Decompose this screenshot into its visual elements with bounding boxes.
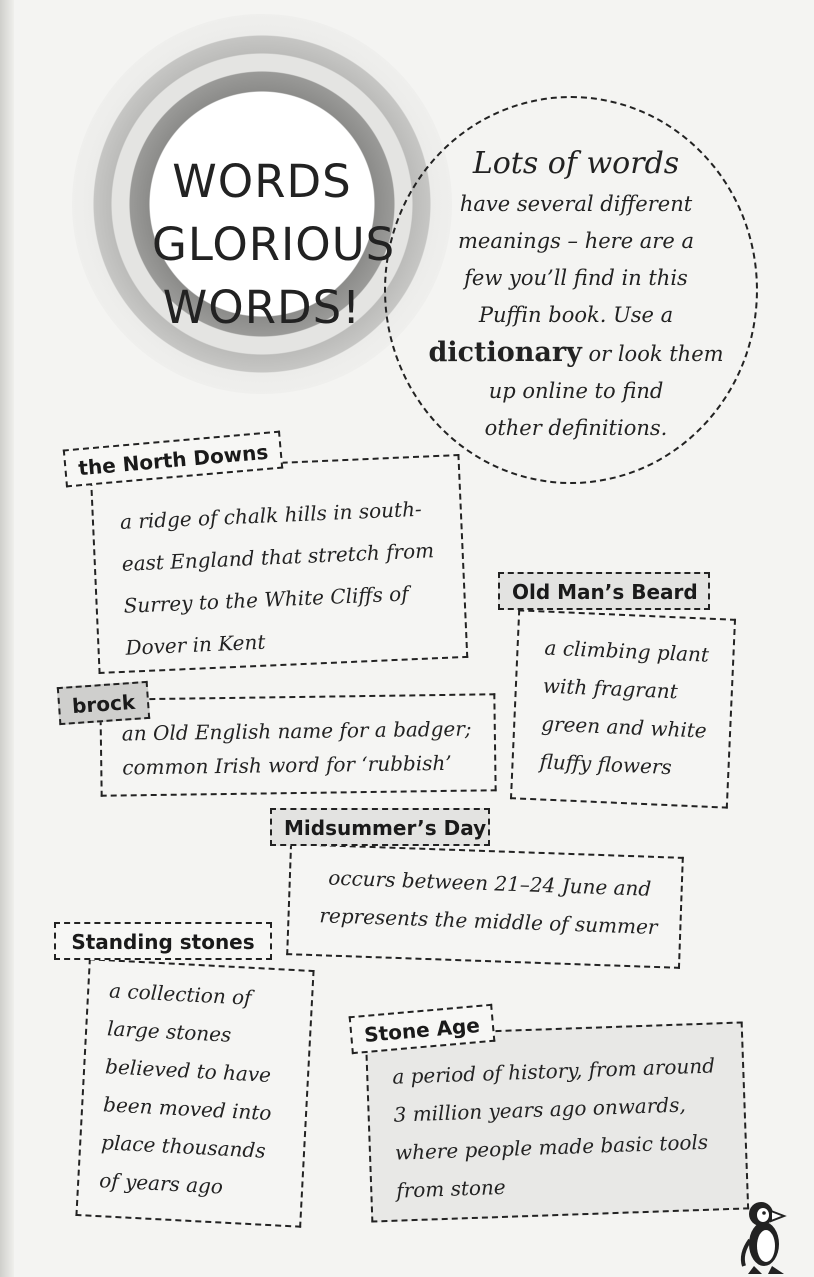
definition-box-standing-stones — [75, 958, 314, 1227]
term-label-stone-age: Stone Age — [349, 1004, 496, 1054]
page-title — [152, 150, 396, 339]
title-line-3: WORDS! — [162, 281, 362, 334]
intro-line — [416, 334, 736, 373]
definition-box-brock — [99, 693, 496, 797]
intro-line: up online to find — [488, 379, 664, 403]
definition-text: a climbing plant with fragrant green and white fluffy flowers — [539, 635, 710, 780]
term-label-midsummers-day: Midsummer’s Day — [270, 808, 490, 846]
term-label-north-downs: the North Downs — [63, 431, 284, 488]
definition-text: a ridge of chalk hills in south-east England that stretch from Surrey to the White Cliffs of Dover in Kent — [119, 496, 435, 660]
intro-line: have several different — [459, 192, 693, 216]
intro-line: Puffin book. Use a — [478, 303, 674, 327]
intro-text — [416, 142, 736, 447]
definition-box-midsummers-day — [286, 843, 684, 969]
title-line-1: WORDS — [172, 155, 352, 208]
definition-box-old-mans-beard — [510, 609, 736, 808]
page-edge — [0, 0, 14, 1277]
definition-box-north-downs — [90, 454, 469, 674]
intro-line: few you’ll find in this — [464, 266, 688, 290]
intro-line-rest: or look them — [581, 342, 724, 366]
intro-dictionary: dictionary — [428, 337, 582, 368]
definition-text: a period of history, from around 3 million years ago onwards, where people made basic tools from stone — [391, 1053, 716, 1203]
intro-line: other definitions. — [484, 416, 668, 440]
term-label-standing-stones: Standing stones — [54, 922, 272, 960]
title-line-2: GLORIOUS — [152, 218, 396, 271]
puffin-logo-icon — [734, 1196, 796, 1276]
intro-line: meanings – here are a — [458, 229, 694, 253]
term-label-brock: brock — [57, 681, 151, 725]
definition-text: a collection of large stones believed to have been moved into place thousands of years ago — [98, 978, 273, 1199]
term-label-old-mans-beard: Old Man’s Beard — [498, 572, 710, 610]
intro-heading: Lots of words — [472, 146, 680, 181]
definition-text: occurs between 21–24 June and represents the middle of summer — [319, 865, 658, 940]
definition-box-stone-age — [365, 1021, 749, 1222]
definition-text: an Old English name for a badger; common Irish word for ‘rubbish’ — [121, 716, 472, 780]
